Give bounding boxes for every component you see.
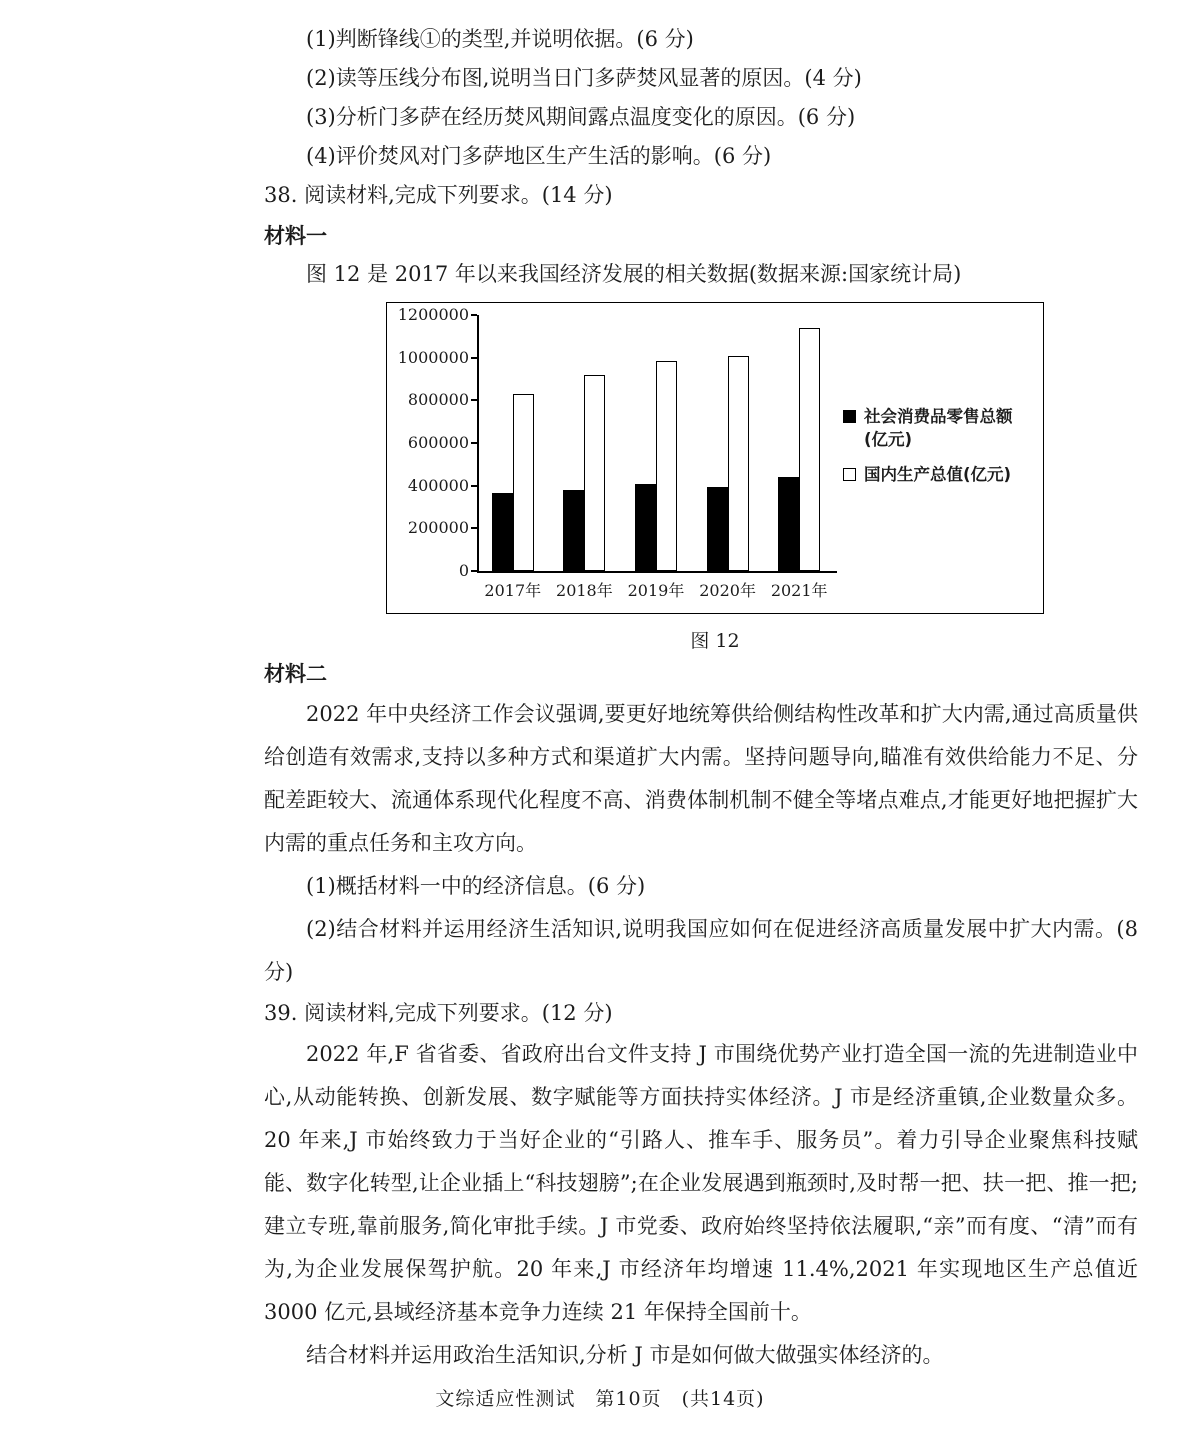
y-tick-mark [471,314,477,316]
material-1-label: 材料一 [264,224,327,248]
question-37-part-3: (3)分析门多萨在经历焚风期间露点温度变化的原因。(6 分) [306,105,856,129]
bar-retail-sales [492,493,513,571]
x-tick-label: 2019年 [627,581,685,600]
page-content [264,20,1138,1377]
question-38-part-1: (1)概括材料一中的经济信息。(6 分) [306,874,646,898]
question-39-material: 2022 年,F 省省委、省政府出台文件支持 J 市围绕优势产业打造全国一流的先进制造业中心,从动能转换、创新发展、数字赋能等方面扶持实体经济。J 市是经济重镇,企业数量众多。20 年来,J 市始终致力于当好企业的“引路人、推车手、服务员”。着力引导企业聚焦科技赋能、数字化转型,让企业插上“科技翅膀”;在企业发展遇到瓶颈时,及时帮一把、扶一把、推一把;建立专班,靠前服务,简化审批手续。J 市党委、政府始终坚持依法履职,“亲”而有度、“清”而有为,为企业发展保驾护航。20 年来,J 市经济年均增速 11.4%,2021 年实现地区生产总值近 3000 亿元,县域经济基本竞争力连续 21 年保持全国前十。 [264,1042,1138,1324]
y-tick-label: 1000000 [397,347,469,367]
figure-12 [386,302,1044,653]
y-tick-label: 800000 [407,390,469,410]
material-2-text: 2022 年中央经济工作会议强调,要更好地统筹供给侧结构性改革和扩大内需,通过高质量供给创造有效需求,支持以多种方式和渠道扩大内需。坚持问题导向,瞄准有效供给能力不足、分配差距较大、流通体系现代化程度不高、消费体制机制不健全等堵点难点,才能更好地把握扩大内需的重点任务和主攻方向。 [264,702,1138,855]
bar-gdp [513,394,534,571]
bar-gdp [799,328,820,571]
y-tick-label: 600000 [407,433,469,452]
y-tick-mark [471,485,477,487]
page-footer: 文综适应性测试 第10页 (共14页) [435,1388,765,1410]
legend-item [843,463,1013,486]
y-tick-mark [471,527,477,529]
y-tick-label: 200000 [407,518,469,538]
question-37-part-4: (4)评价焚风对门多萨地区生产生活的影响。(6 分) [306,144,772,168]
x-tick-label: 2018年 [556,581,613,600]
y-tick-mark [471,399,477,401]
material-2-label: 材料二 [264,662,327,686]
question-38-stem: 38. 阅读材料,完成下列要求。(14 分) [264,183,613,207]
y-tick-mark [471,442,477,444]
legend-marker [843,468,856,481]
chart-box [386,302,1044,614]
bar-retail-sales [707,487,728,571]
question-37-part-2: (2)读等压线分布图,说明当日门多萨焚风显著的原因。(4 分) [306,66,862,90]
material-1-intro: 图 12 是 2017 年以来我国经济发展的相关数据(数据来源:国家统计局) [306,262,962,286]
question-39-stem: 39. 阅读材料,完成下列要求。(12 分) [264,1001,613,1025]
bar-retail-sales [563,490,584,571]
y-tick-label: 1200000 [397,305,469,324]
legend-label: 国内生产总值(亿元) [864,465,1012,484]
bar-gdp [656,361,677,571]
bar-gdp [728,356,749,571]
question-39-task: 结合材料并运用政治生活知识,分析 J 市是如何做大做强实体经济的。 [306,1343,944,1367]
x-tick-label: 2021年 [770,581,828,600]
x-tick-label: 2017年 [484,581,542,600]
bar-gdp [584,375,605,571]
y-tick-mark [471,357,477,359]
question-38-part-2: (2)结合材料并运用经济生活知识,说明我国应如何在促进经济高质量发展中扩大内需。(8 分) [264,917,1138,984]
y-tick-mark [471,570,477,572]
question-37-part-1: (1)判断锋线①的类型,并说明依据。(6 分) [306,27,694,51]
x-tick-label: 2020年 [699,581,756,600]
chart-legend [843,405,1013,498]
bar-retail-sales [635,484,656,571]
legend-marker [843,410,856,423]
figure-caption: 图 12 [690,630,740,652]
y-tick-label: 400000 [407,475,469,495]
bar-retail-sales [778,477,799,571]
legend-item [843,405,1013,451]
legend-label: 社会消费品零售总额 (亿元) [864,407,1013,449]
y-tick-label: 0 [458,561,469,580]
